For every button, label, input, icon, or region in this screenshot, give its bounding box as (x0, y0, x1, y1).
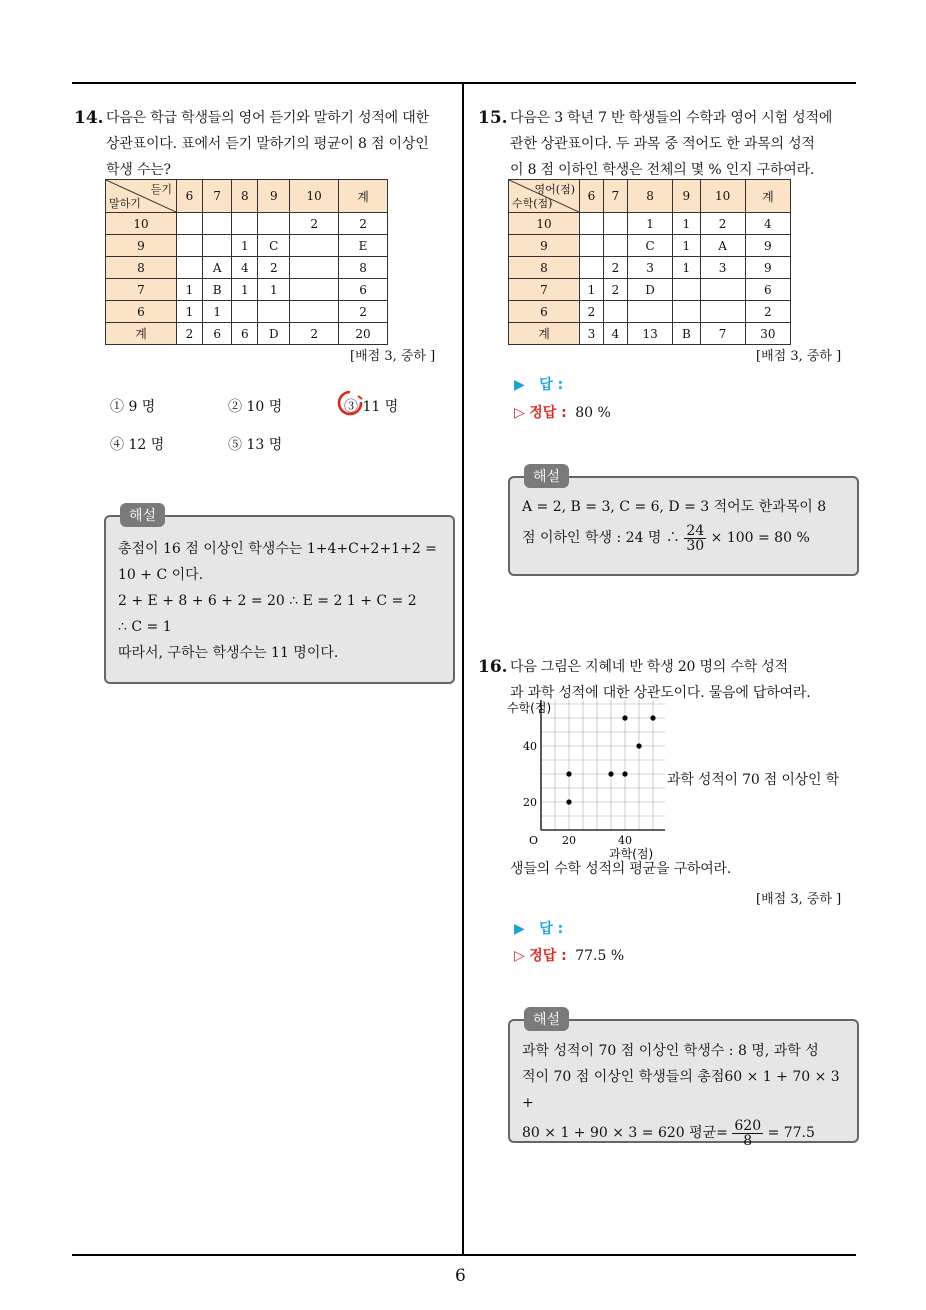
data-point (622, 715, 627, 720)
table-cell: 2 (290, 213, 339, 235)
table-cell: 2 (258, 257, 290, 279)
table-cell: 1 (232, 235, 258, 257)
table-row-header: 계 (106, 323, 177, 345)
question-number: 16. (478, 657, 508, 677)
table-row-header: 10 (509, 213, 580, 235)
y-axis-label: 수학(점) (507, 701, 552, 715)
triangle-icon: ▷ (514, 405, 525, 421)
table-header-cell: 7 (202, 180, 231, 213)
answer-row: ▶ 답 : (514, 921, 564, 937)
table-cell: 1 (580, 279, 604, 301)
table-cell: 1 (673, 235, 700, 257)
table-cell: 1 (177, 301, 203, 323)
explanation-text: A = 2, B = 3, C = 6, D = 3 적어도 한과목이 8 점 이하인 학생 : 24 명 ∴ $\frac{24}{30}$ × 100 = 80 % (522, 499, 827, 554)
table-row (509, 257, 791, 279)
explanation-text: 과학 성적이 70 점 이상인 학생수 : 8 명, 과학 성 적이 70 점 이상인 학생들의 총점60 × 1 + 70 × 3 + 80 × 1 + 90 × 3 = 620 평균= $\frac{620}{8}$ = 77.5 (522, 1043, 840, 1149)
table-cell (700, 279, 745, 301)
explanation-tag: 해설 (120, 503, 165, 527)
selected-answer-circle (336, 389, 362, 415)
table-cell (580, 257, 604, 279)
correlation-table (105, 179, 388, 345)
table-cell (177, 235, 203, 257)
table-cell (700, 301, 745, 323)
table-cell: 8 (339, 257, 388, 279)
table-cell (673, 279, 700, 301)
triangle-icon: ▷ (514, 948, 525, 964)
table-row (509, 301, 791, 323)
table-cell: 2 (339, 301, 388, 323)
table-row (106, 213, 388, 235)
table-cell (177, 257, 203, 279)
table-cell (580, 213, 604, 235)
correct-answer-row: ▷ 정답 : 77.5 % (514, 948, 625, 964)
choice-4[interactable]: ④ 12 명 (110, 437, 165, 453)
table-cell: 2 (745, 301, 790, 323)
table-header-cell: 6 (580, 180, 604, 213)
table-header-cell: 8 (232, 180, 258, 213)
table-cell (232, 213, 258, 235)
table-cell (673, 301, 700, 323)
table-header-cell: 7 (604, 180, 628, 213)
table-cell: 2 (339, 213, 388, 235)
table-cell: 2 (290, 323, 339, 345)
points-label: [배점 3, 중하 ] (756, 349, 842, 364)
answer-row: ▶ 답 : (514, 377, 564, 393)
x-tick-label: 40 (618, 834, 632, 847)
data-point (608, 771, 613, 776)
table-cell (232, 301, 258, 323)
choice-3[interactable]: ③ 11 명 (344, 399, 399, 415)
explanation-tag: 해설 (524, 1007, 569, 1031)
table-header-cell: 계 (745, 180, 790, 213)
play-icon: ▶ (514, 377, 525, 393)
table-row-header: 7 (509, 279, 580, 301)
x-tick-label: 20 (562, 834, 576, 847)
correct-answer-row: ▷ 정답 : 80 % (514, 405, 611, 421)
table-row-header: 6 (106, 301, 177, 323)
table-cell (604, 235, 628, 257)
table-cell: 6 (745, 279, 790, 301)
table-cell (604, 213, 628, 235)
table-row-header: 8 (106, 257, 177, 279)
table-row (106, 323, 388, 345)
table-row (106, 257, 388, 279)
table-cell: 1 (177, 279, 203, 301)
table-cell: 3 (700, 257, 745, 279)
table-cell: 9 (745, 235, 790, 257)
question-number: 15. (478, 108, 508, 128)
table-row-header: 9 (106, 235, 177, 257)
table-corner-header: 영어(점) 수학(점) (509, 180, 580, 213)
table-cell: 1 (628, 213, 673, 235)
table-cell: 2 (177, 323, 203, 345)
table-cell: A (700, 235, 745, 257)
table-cell: D (258, 323, 290, 345)
table-row-header: 6 (509, 301, 580, 323)
data-point (566, 799, 571, 804)
correlation-table (508, 179, 791, 345)
scatter-chart (505, 700, 665, 865)
table-header-cell: 9 (258, 180, 290, 213)
table-cell: 1 (673, 257, 700, 279)
table-row-header: 9 (509, 235, 580, 257)
table-cell: 6 (232, 323, 258, 345)
points-label: [배점 3, 중하 ] (350, 349, 436, 364)
question-side-text: 과학 성적이 70 점 이상인 학 (667, 772, 839, 788)
table-row (106, 235, 388, 257)
explanation-text: 총점이 16 점 이상인 학생수는 1+4+C+2+1+2 = 10 + C 이다. 2 + E + 8 + 6 + 2 = 20 ∴ E = 2 1 + C = 2 ∴ C = 1 따라서, 구하는 학생수는 11 명이다. (118, 541, 437, 661)
table-cell: 3 (628, 257, 673, 279)
table-cell: B (673, 323, 700, 345)
table-cell (290, 257, 339, 279)
question-number: 14. (74, 108, 104, 128)
choice-2[interactable]: ② 10 명 (228, 399, 283, 415)
table-cell: C (258, 235, 290, 257)
table-header-cell: 10 (290, 180, 339, 213)
table-cell (202, 213, 231, 235)
table-row-header: 계 (509, 323, 580, 345)
table-cell (177, 213, 203, 235)
data-point (566, 771, 571, 776)
fraction: $\frac{24}{30}$ (686, 522, 705, 554)
table-cell: 3 (580, 323, 604, 345)
origin-label: O (529, 834, 539, 847)
table-row-header: 8 (509, 257, 580, 279)
table-corner-header: 듣기 말하기 (106, 180, 177, 213)
fraction: $\frac{620}{8}$ (734, 1117, 762, 1149)
data-point (622, 771, 627, 776)
table-cell: 13 (628, 323, 673, 345)
table-row (106, 279, 388, 301)
table-cell: 2 (580, 301, 604, 323)
table-cell: E (339, 235, 388, 257)
x-axis-label: 과학(점) (609, 847, 654, 861)
data-point (636, 743, 641, 748)
question-text: 다음은 3 학년 7 반 학생들의 수학과 영어 시험 성적에 관한 상관표이다. 두 과목 중 적어도 한 과목의 성적 이 8 점 이하인 학생은 전체의 몇 % 인지 구하여라. (510, 110, 833, 178)
table-cell: B (202, 279, 231, 301)
question-text-continued: 생들의 수학 성적의 평균을 구하여라. (510, 861, 732, 877)
choice-5[interactable]: ⑤ 13 명 (228, 437, 283, 453)
table-cell: A (202, 257, 231, 279)
table-cell: 2 (700, 213, 745, 235)
table-cell: 9 (745, 257, 790, 279)
table-row (509, 213, 791, 235)
explanation-tag: 해설 (524, 464, 569, 488)
table-cell: 2 (604, 279, 628, 301)
top-rule (72, 82, 856, 84)
table-cell: 20 (339, 323, 388, 345)
points-label: [배점 3, 중하 ] (756, 892, 842, 907)
data-point (650, 715, 655, 720)
table-cell: C (628, 235, 673, 257)
table-cell (258, 301, 290, 323)
table-cell: 4 (604, 323, 628, 345)
table-row (509, 235, 791, 257)
table-cell (202, 235, 231, 257)
question-text: 다음은 학급 학생들의 영어 듣기와 말하기 성적에 대한 상관표이다. 표에서 듣기 말하기의 평균이 8 점 이상인 학생 수는? (106, 110, 429, 178)
table-cell: 4 (745, 213, 790, 235)
table-cell: D (628, 279, 673, 301)
choice-1[interactable]: ① 9 명 (110, 399, 156, 415)
table-cell: 6 (339, 279, 388, 301)
y-tick-label: 40 (523, 740, 537, 753)
table-cell: 2 (604, 257, 628, 279)
table-row (509, 279, 791, 301)
table-header-cell: 6 (177, 180, 203, 213)
table-row (106, 301, 388, 323)
table-cell (258, 213, 290, 235)
table-cell: 1 (232, 279, 258, 301)
table-cell: 1 (202, 301, 231, 323)
table-cell (604, 301, 628, 323)
table-cell (290, 301, 339, 323)
table-row-header: 10 (106, 213, 177, 235)
table-cell: 30 (745, 323, 790, 345)
page-number: 6 (455, 1266, 466, 1286)
table-row-header: 7 (106, 279, 177, 301)
table-header-cell: 8 (628, 180, 673, 213)
column-divider (462, 82, 464, 1256)
table-cell (580, 235, 604, 257)
table-cell (290, 279, 339, 301)
table-header-cell: 계 (339, 180, 388, 213)
table-cell (628, 301, 673, 323)
table-header-cell: 9 (673, 180, 700, 213)
table-cell: 1 (673, 213, 700, 235)
table-cell: 4 (232, 257, 258, 279)
table-row (509, 323, 791, 345)
play-icon: ▶ (514, 921, 525, 937)
table-cell: 7 (700, 323, 745, 345)
y-tick-label: 20 (523, 796, 537, 809)
bottom-rule (72, 1254, 856, 1256)
table-cell (290, 235, 339, 257)
question-text: 다음 그림은 지혜네 반 학생 20 명의 수학 성적 과 과학 성적에 대한 상관도이다. 물음에 답하여라. (510, 659, 811, 701)
table-cell: 1 (258, 279, 290, 301)
table-header-cell: 10 (700, 180, 745, 213)
table-cell: 6 (202, 323, 231, 345)
